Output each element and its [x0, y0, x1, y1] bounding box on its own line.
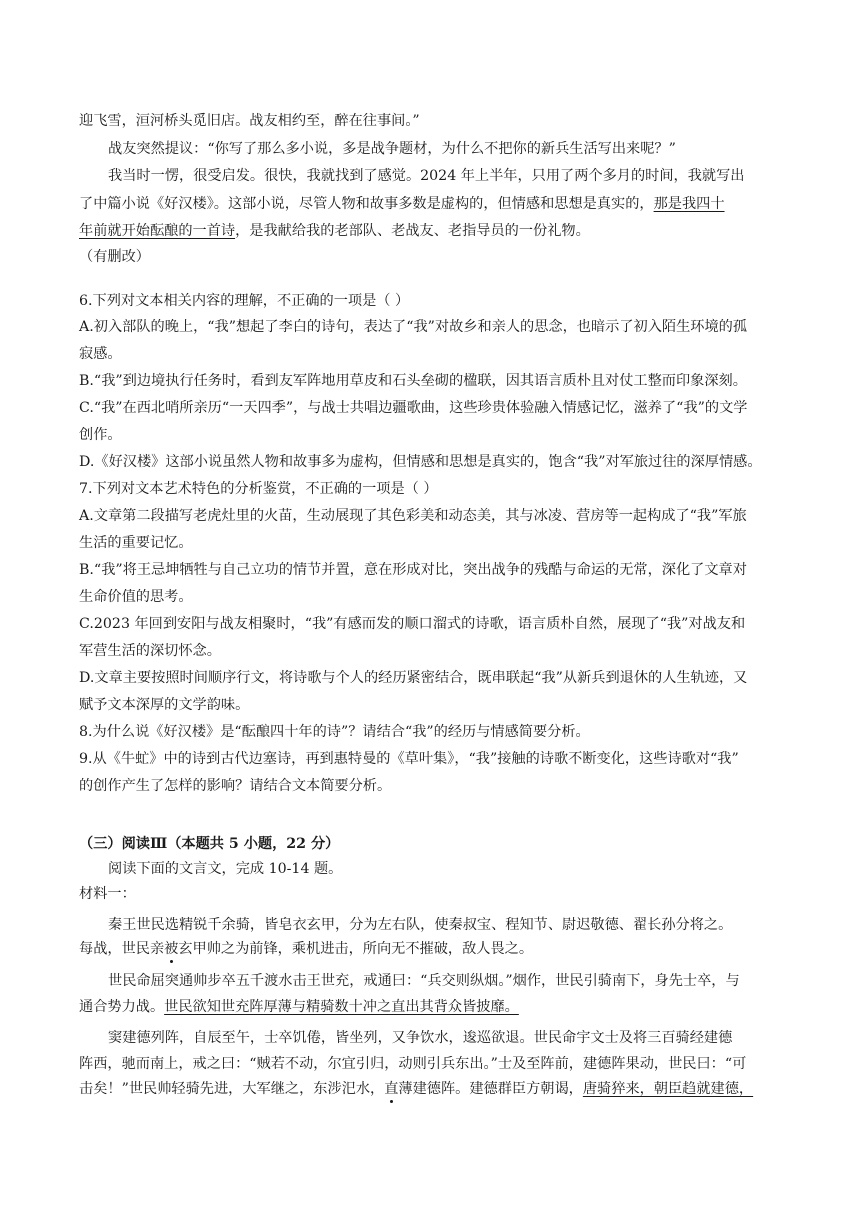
question-6: 6.下列对文本相关内容的理解，不正确的一项是（ ）: [79, 293, 410, 309]
option-6b: B.“我”到边境执行任务时，看到友军阵地用草皮和石头垒砌的楹联，因其语言质朴且对仗工整而印象深刻。: [79, 373, 747, 389]
option-7b-cont: 生命价值的思考。: [79, 589, 193, 605]
option-7a-cont: 生活的重要记忆。: [79, 535, 193, 551]
story-line: 了中篇小说《好汉楼》。这部小说，尽管人物和故事多数是虚构的，但情感和思想是真实的，那是我四十: [79, 196, 725, 212]
emphasis-dot-char: 被: [164, 941, 179, 957]
option-7c: C.2023 年回到安阳与战友相聚时，“我”有感而发的顺口溜式的诗歌，语言质朴自然，展现了“我”对战友和: [79, 616, 746, 632]
classical-text-line: 阵西，驰而南上，戒之曰：“贼若不动，尔宜引归，动则引兵东出。”士及至阵前，建德阵果动，世民曰：“可: [79, 1056, 747, 1072]
underlined-phrase: 那是我四十: [653, 196, 725, 212]
story-line: 迎飞雪，洹河桥头觅旧店。战友相约至，醉在往事间。”: [79, 113, 420, 129]
classical-text-line: 击矣！”世民帅轻骑先进，大军继之，东涉汜水，直薄建德阵。建德群臣方朝谒，唐骑猝来，朝臣趋就建德，: [79, 1081, 754, 1097]
section-heading: （三）阅读Ⅲ（本题共 5 小题，22 分）: [79, 836, 340, 852]
story-line: 战友突然提议：“你写了那么多小说，多是战争题材，为什么不把你的新兵生活写出来呢？”: [108, 141, 676, 157]
underlined-sentence: 唐骑猝来，朝臣趋就建德，: [582, 1081, 754, 1097]
question-8: 8.为什么说《好汉楼》是“酝酿四十年的诗”？请结合“我”的经历与情感简要分析。: [79, 724, 590, 740]
question-7: 7.下列对文本艺术特色的分析鉴赏，不正确的一项是（ ）: [79, 481, 438, 497]
emphasis-dot-char: 直: [384, 1081, 399, 1097]
classical-text-line: 秦王世民选精锐千余骑，皆皂衣玄甲，分为左右队，使秦叔宝、程知节、尉迟敬德、翟长孙分将之。: [108, 917, 733, 933]
option-7d: D.文章主要按照时间顺序行文，将诗歌与个人的经历紧密结合，既串联起“我”从新兵到退休的人生轨迹，又: [79, 670, 748, 686]
option-6c-cont: 创作。: [79, 427, 122, 443]
option-6d: D.《好汉楼》这部小说虽然人物和故事多为虚构，但情感和思想是真实的，饱含“我”对军旅过往的深厚情感。: [79, 454, 762, 470]
option-7c-cont: 军营生活的深切怀念。: [79, 643, 221, 659]
classical-text-line: 窦建德列阵，自辰至午，士卒饥倦，皆坐列，又争饮水，逡巡欲退。世民命宇文士及将三百骑经建德: [108, 1030, 733, 1046]
revision-note: （有删改）: [79, 249, 150, 265]
option-6a: A.初入部队的晚上，“我”想起了李白的诗句，表达了“我”对故乡和亲人的思念，也暗示了初入陌生环境的孤: [79, 319, 748, 335]
option-6a-cont: 寂感。: [79, 346, 122, 362]
material-label: 材料一：: [79, 886, 136, 902]
underlined-sentence: 世民欲知世充阵厚薄与精骑数十冲之直出其背众皆披靡。: [164, 999, 519, 1015]
question-9: 9.从《牛虻》中的诗到古代边塞诗，再到惠特曼的《草叶集》，“我”接触的诗歌不断变化，这些诗歌对“我”: [79, 751, 739, 767]
classical-text-line: 每战，世民亲被玄甲帅之为前锋，乘机进击，所向无不摧破，敌人畏之。: [79, 941, 534, 957]
classical-text-line: 世民命屈突通帅步卒五千渡水击王世充，戒通曰：“兵交则纵烟。”烟作，世民引骑南下，身先士卒，与: [108, 973, 740, 989]
story-line: 我当时一愣，很受启发。很快，我就找到了感觉。2024 年上半年，只用了两个多月的时间，我就写出: [108, 168, 745, 184]
story-line: 年前就开始酝酿的一首诗，是我献给我的老部队、老战友、老指导员的一份礼物。: [79, 223, 590, 239]
question-9-cont: 的创作产生了怎样的影响？请结合文本简要分析。: [79, 778, 392, 794]
underlined-phrase: 年前就开始酝酿的一首诗: [79, 223, 236, 239]
option-6c: C.“我”在西北哨所亲历“一天四季”，与战士共唱边疆歌曲，这些珍贵体验融入情感记忆，滋养了“我”的文学: [79, 400, 748, 416]
option-7d-cont: 赋予文本深厚的文学韵味。: [79, 697, 250, 713]
section-intro: 阅读下面的文言文，完成 10-14 题。: [108, 861, 343, 877]
option-7a: A.文章第二段描写老虎灶里的火苗，生动展现了其色彩美和动态美，其与冰凌、营房等一起构成了“我”军旅: [79, 508, 747, 524]
classical-text-line: 通合势力战。世民欲知世充阵厚薄与精骑数十冲之直出其背众皆披靡。: [79, 999, 519, 1015]
option-7b: B.“我”将王忌坤牺牲与自己立功的情节并置，意在形成对比，突出战争的残酷与命运的无常，深化了文章对: [79, 562, 747, 578]
